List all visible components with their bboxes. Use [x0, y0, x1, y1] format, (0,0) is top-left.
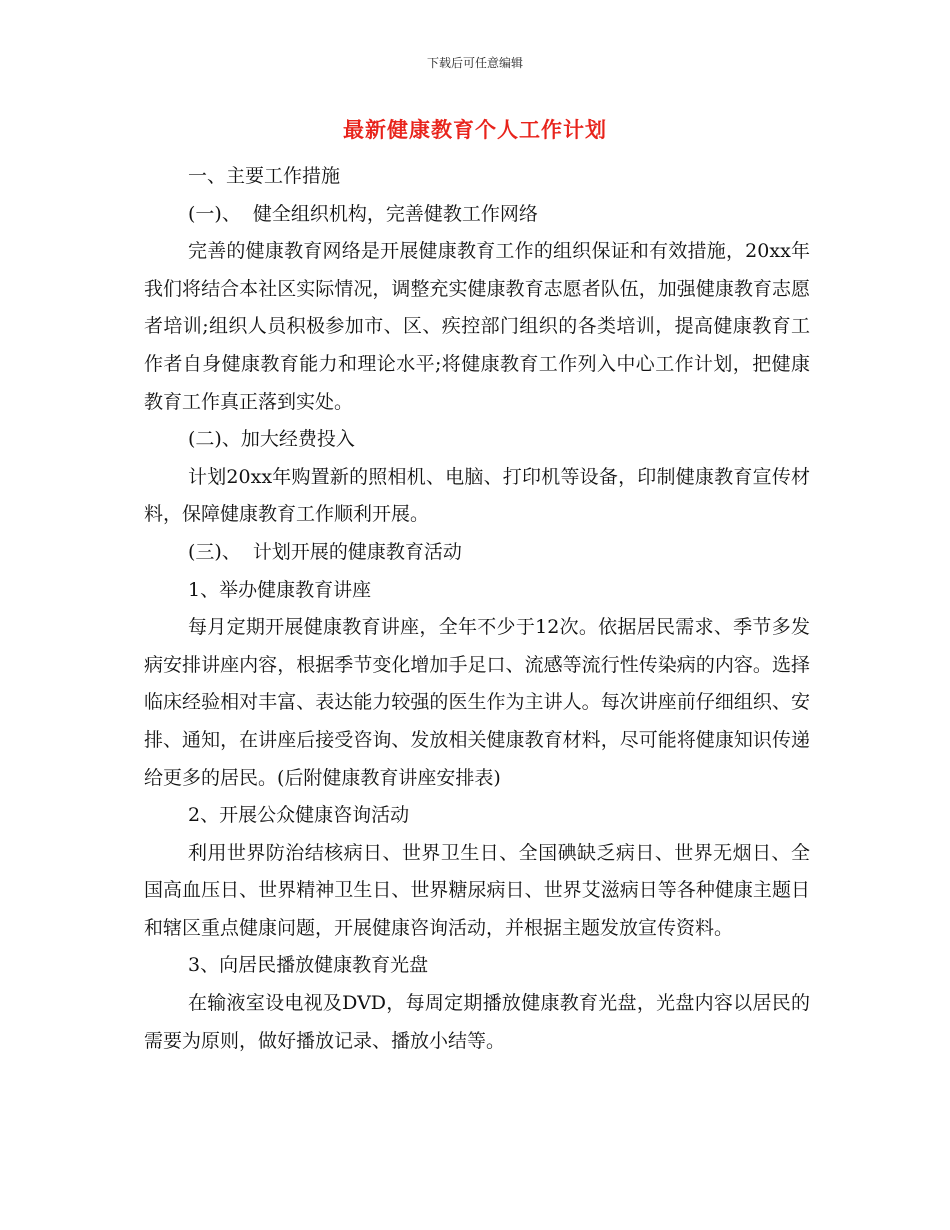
paragraph-network: 完善的健康教育网络是开展健康教育工作的组织保证和有效措施，20xx年我们将结合本社区实际情况，调整充实健康教育志愿者队伍，加强健康教育志愿者培训;组织人员积极参加市、区、疾控部门组织的各类培训，提高健康教育工作者自身健康教育能力和理论水平;将健康教育工作列入中心工作计划，把健康教育工作真正落到实处。 [144, 240, 810, 413]
paragraph-dvd: 在输液室设电视及DVD，每周定期播放健康教育光盘，光盘内容以居民的需要为原则，做好播放记录、播放小结等。 [144, 992, 810, 1052]
subsection-heading-3: (三)、 计划开展的健康教育活动 [188, 540, 462, 563]
item-heading-dvd: 3、向居民播放健康教育光盘 [188, 954, 429, 977]
paragraph-consultation: 利用世界防治结核病日、世界卫生日、全国碘缺乏病日、世界无烟日、全国高血压日、世界精神卫生日、世界糖尿病日、世界艾滋病日等各种健康主题日和辖区重点健康问题，开展健康咨询活动，并根据主题发放宣传资料。 [144, 841, 810, 939]
subsection-heading-2: (二)、加大经费投入 [188, 428, 355, 451]
paragraph-funding: 计划20xx年购置新的照相机、电脑、打印机等设备，印制健康教育宣传材料，保障健康教育工作顺利开展。 [144, 465, 810, 526]
item-heading-lectures: 1、举办健康教育讲座 [188, 578, 372, 601]
subsection-heading-1: (一)、 健全组织机构，完善健教工作网络 [188, 202, 538, 225]
paragraph-lectures: 每月定期开展健康教育讲座，全年不少于12次。依据居民需求、季节多发病安排讲座内容，根据季节变化增加手足口、流感等流行性传染病的内容。选择临床经验相对丰富、表达能力较强的医生作为主讲人。每次讲座前仔细组织、安排、通知，在讲座后接受咨询、发放相关健康教育材料，尽可能将健康知识传递给更多的居民。(后附健康教育讲座安排表) [144, 616, 810, 789]
document-body [144, 158, 810, 1060]
header-note: 下载后可任意编辑 [426, 56, 523, 70]
section-heading-main-measures: 一、主要工作措施 [188, 165, 341, 187]
document-title: 最新健康教育个人工作计划 [343, 117, 607, 142]
item-heading-consultation: 2、开展公众健康咨询活动 [188, 804, 410, 827]
